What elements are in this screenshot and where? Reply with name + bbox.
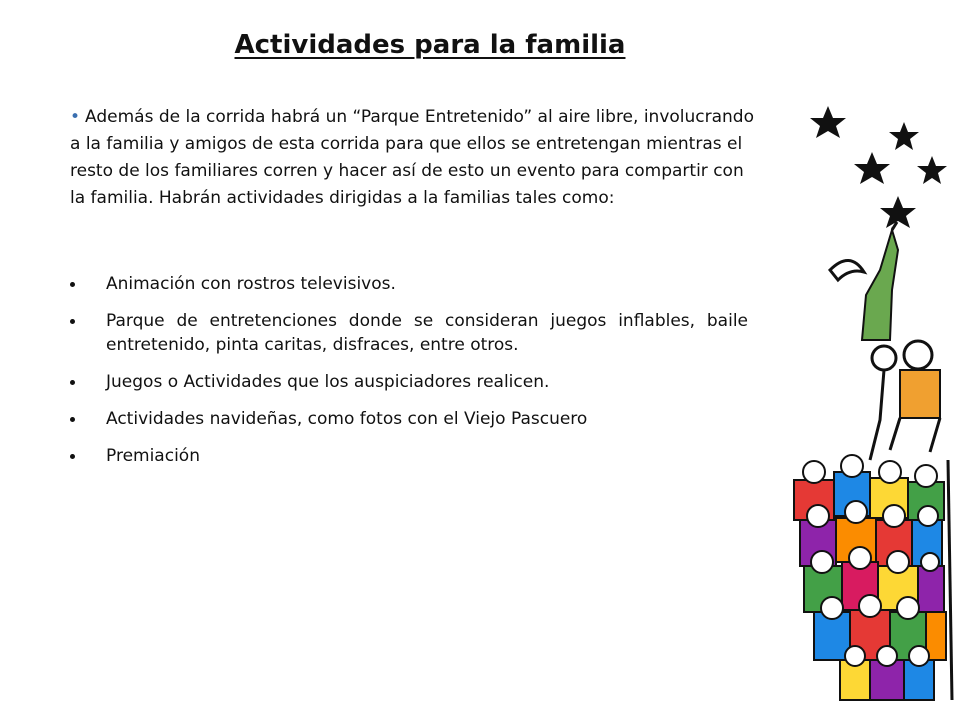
list-item: Actividades navideñas, como fotos con el Viejo Pascuero bbox=[70, 407, 748, 431]
list-item: Premiación bbox=[70, 444, 748, 468]
bullet-icon bbox=[70, 319, 75, 324]
list-item: Juegos o Actividades que los auspiciadores realicen. bbox=[70, 370, 748, 394]
bullet-icon bbox=[70, 454, 75, 459]
star-icon bbox=[889, 122, 919, 150]
star-icon bbox=[854, 152, 890, 184]
bullet-icon bbox=[70, 380, 75, 385]
star-icon bbox=[917, 156, 947, 184]
intro-text: Además de la corrida habrá un “Parque Entretenido” al aire libre, involucrando a la familia y amigos de esta corrida para que ellos se entretengan mientras el resto de los familiares corren y hacer así de esto un evento para compartir con la familia. Habrán actividades dirigidas a la familias tales como: bbox=[70, 107, 754, 208]
list-item: Animación con rostros televisivos. bbox=[70, 272, 748, 296]
bullet-icon bbox=[70, 417, 75, 422]
intro-paragraph bbox=[70, 104, 760, 212]
activities-list bbox=[70, 272, 748, 481]
list-item: Parque de entretenciones donde se consideran juegos inflables, baile entretenido, pinta caritas, disfraces, entre otros. bbox=[70, 309, 748, 357]
lead-bullet-icon: • bbox=[70, 107, 81, 127]
page-title: Actividades para la familia bbox=[234, 30, 626, 60]
star-icon bbox=[810, 106, 846, 138]
crowd-illustration bbox=[780, 100, 960, 720]
bullet-icon bbox=[70, 282, 75, 287]
